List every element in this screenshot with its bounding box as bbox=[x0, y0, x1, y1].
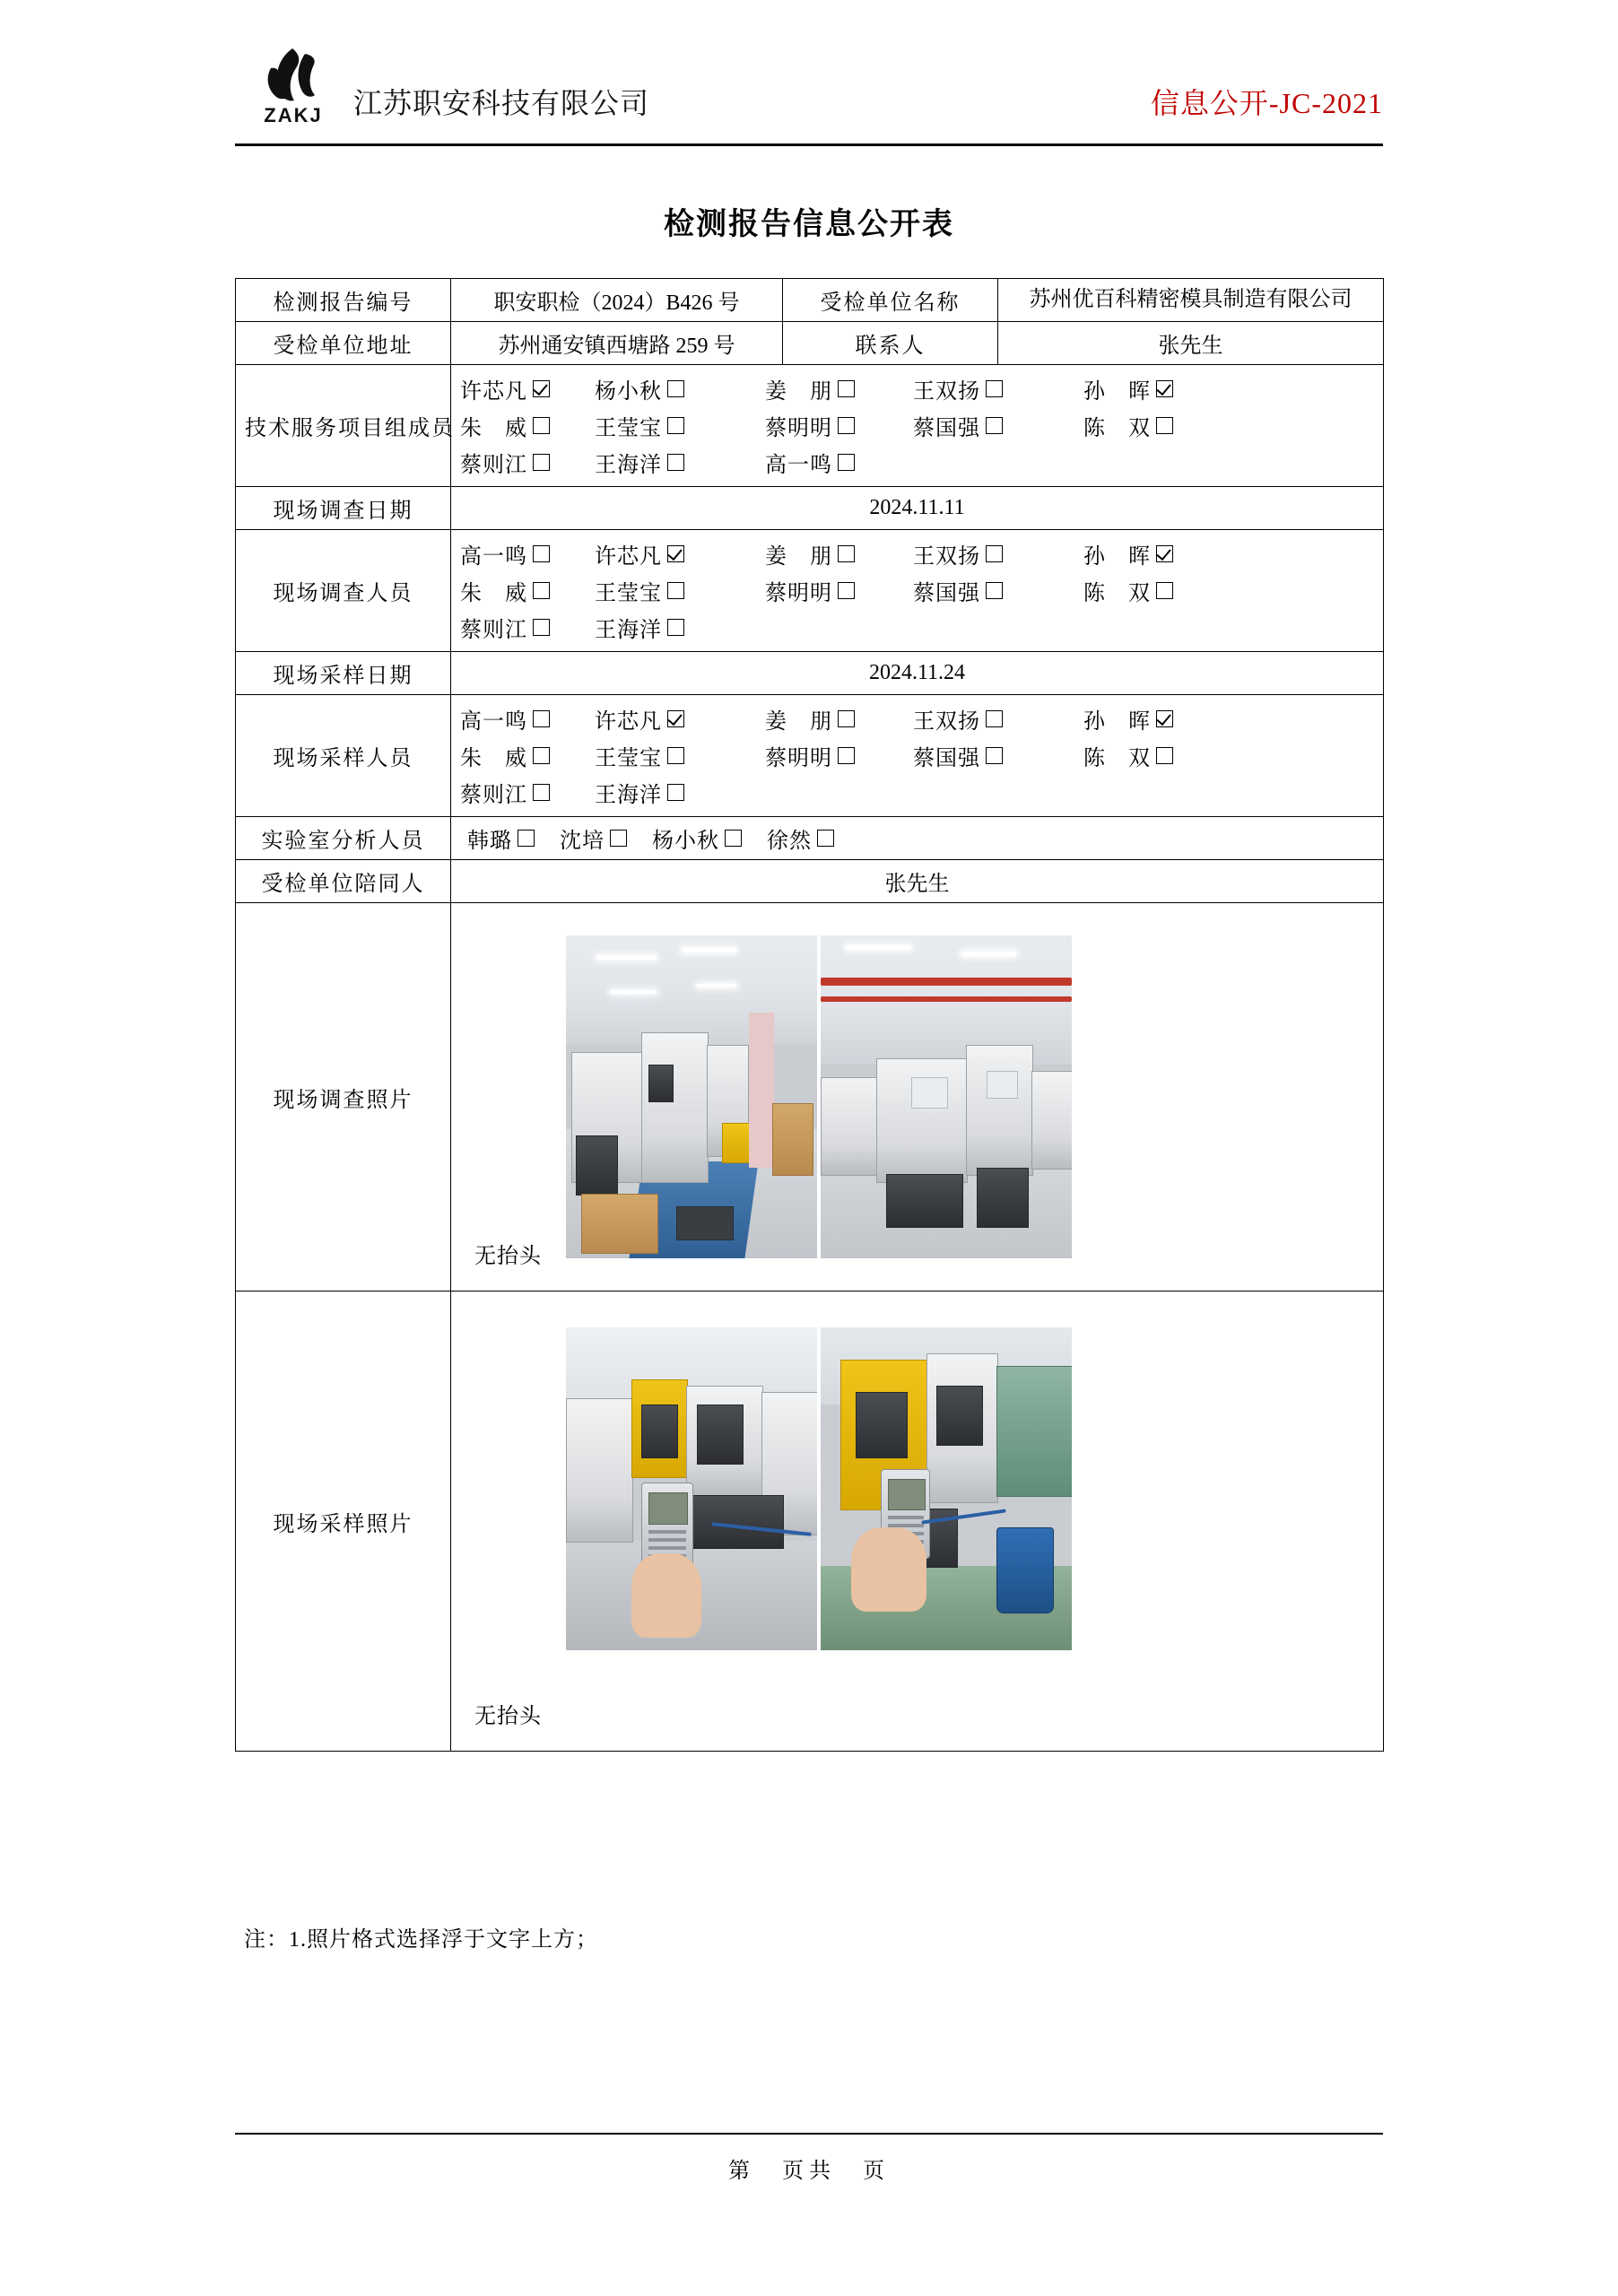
checkbox-label: 王海洋 bbox=[595, 454, 662, 477]
checkbox-label: 蔡明明 bbox=[765, 417, 832, 440]
checkbox-row bbox=[460, 737, 1374, 774]
checkbox-option[interactable] bbox=[460, 410, 595, 441]
checkbox-unchecked-icon[interactable] bbox=[1156, 747, 1173, 764]
footnote: 注：1.照片格式选择浮于文字上方； bbox=[244, 1928, 598, 1952]
checkbox-option[interactable] bbox=[765, 740, 913, 771]
checkbox-label: 陈 双 bbox=[1083, 582, 1151, 605]
checkbox-option[interactable] bbox=[1083, 703, 1218, 735]
checkbox-label: 王海洋 bbox=[595, 619, 662, 642]
document-header bbox=[235, 43, 1383, 142]
checkbox-unchecked-icon[interactable] bbox=[533, 710, 550, 727]
checkbox-unchecked-icon[interactable] bbox=[986, 710, 1003, 727]
checkbox-label: 朱 威 bbox=[460, 417, 527, 440]
survey-photo-caption: 无抬头 bbox=[474, 1245, 542, 1268]
checkbox-row bbox=[460, 774, 1374, 811]
checkbox-label: 王双扬 bbox=[913, 380, 980, 404]
table-row bbox=[236, 1292, 1384, 1752]
checkbox-label: 沈培 bbox=[560, 830, 605, 853]
checkbox-unchecked-icon[interactable] bbox=[986, 545, 1003, 562]
checkbox-option[interactable] bbox=[1083, 575, 1218, 606]
checkbox-unchecked-icon[interactable] bbox=[667, 417, 684, 434]
checkbox-label: 高一鸣 bbox=[460, 545, 527, 569]
checkbox-unchecked-icon[interactable] bbox=[533, 454, 550, 471]
client-address-value: 苏州通安镇西塘路 259 号 bbox=[451, 322, 783, 365]
checkbox-option[interactable] bbox=[595, 373, 765, 404]
checkbox-checked-icon[interactable] bbox=[533, 380, 550, 397]
checkbox-label: 徐然 bbox=[767, 830, 812, 853]
checkbox-unchecked-icon[interactable] bbox=[667, 784, 684, 801]
checkbox-label: 孙 晖 bbox=[1083, 380, 1151, 404]
table-row bbox=[236, 652, 1384, 695]
checkbox-label: 高一鸣 bbox=[765, 454, 832, 477]
checkbox-label: 姜 朋 bbox=[765, 710, 832, 734]
checkbox-unchecked-icon[interactable] bbox=[986, 380, 1003, 397]
checkbox-option[interactable] bbox=[1083, 373, 1218, 404]
checkbox-unchecked-icon[interactable] bbox=[1156, 582, 1173, 599]
checkbox-option[interactable] bbox=[765, 703, 913, 735]
checkbox-unchecked-icon[interactable] bbox=[986, 747, 1003, 764]
checkbox-option[interactable] bbox=[595, 777, 765, 808]
sampling-photo-1 bbox=[566, 1327, 817, 1650]
checkbox-checked-icon[interactable] bbox=[667, 545, 684, 562]
checkbox-label: 杨小秋 bbox=[595, 380, 662, 404]
survey-staff-label: 现场调查人员 bbox=[236, 530, 451, 652]
lab-staff-cell bbox=[451, 817, 1384, 860]
survey-photo-1 bbox=[566, 935, 817, 1258]
contact-value: 张先生 bbox=[998, 322, 1384, 365]
sampling-photo-cell bbox=[451, 1292, 1384, 1752]
checkbox-unchecked-icon[interactable] bbox=[667, 619, 684, 636]
checkbox-checked-icon[interactable] bbox=[1156, 380, 1173, 397]
escort-label: 受检单位陪同人 bbox=[236, 860, 451, 903]
survey-staff-list bbox=[460, 535, 1374, 646]
checkbox-row bbox=[460, 407, 1374, 444]
sampling-photo-caption: 无抬头 bbox=[474, 1705, 542, 1728]
checkbox-option[interactable] bbox=[913, 575, 1083, 606]
checkbox-row bbox=[460, 700, 1374, 737]
checkbox-label: 王海洋 bbox=[595, 784, 662, 807]
table-row bbox=[236, 530, 1384, 652]
sampling-staff-cell bbox=[451, 695, 1384, 817]
checkbox-option[interactable] bbox=[467, 822, 535, 854]
checkbox-checked-icon[interactable] bbox=[1156, 710, 1173, 727]
checkbox-option[interactable] bbox=[460, 612, 595, 643]
client-name-label: 受检单位名称 bbox=[783, 279, 998, 322]
survey-date-value: 2024.11.11 bbox=[451, 487, 1384, 530]
checkbox-label: 蔡则江 bbox=[460, 454, 527, 477]
checkbox-label: 王双扬 bbox=[913, 710, 980, 734]
report-no-label: 检测报告编号 bbox=[236, 279, 451, 322]
table-row bbox=[236, 817, 1384, 860]
checkbox-label: 蔡则江 bbox=[460, 619, 527, 642]
checkbox-option[interactable] bbox=[460, 703, 595, 735]
report-no-value: 职安职检（2024）B426 号 bbox=[451, 279, 783, 322]
checkbox-option[interactable] bbox=[595, 575, 765, 606]
checkbox-unchecked-icon[interactable] bbox=[667, 582, 684, 599]
checkbox-unchecked-icon[interactable] bbox=[838, 747, 855, 764]
survey-photo-pair bbox=[566, 935, 1072, 1258]
table-row bbox=[236, 487, 1384, 530]
survey-photo-label: 现场调查照片 bbox=[236, 903, 451, 1292]
company-name: 江苏职安科技有限公司 bbox=[353, 87, 650, 119]
checkbox-unchecked-icon[interactable] bbox=[667, 747, 684, 764]
logo-swirl-icon bbox=[253, 45, 334, 108]
survey-photo-2 bbox=[821, 935, 1072, 1258]
sampling-staff-list bbox=[460, 700, 1374, 811]
checkbox-label: 朱 威 bbox=[460, 582, 527, 605]
checkbox-label: 许芯凡 bbox=[595, 545, 662, 569]
checkbox-label: 蔡国强 bbox=[913, 582, 980, 605]
checkbox-option[interactable] bbox=[460, 777, 595, 808]
checkbox-label: 姜 朋 bbox=[765, 545, 832, 569]
checkbox-label: 朱 威 bbox=[460, 747, 527, 770]
checkbox-checked-icon[interactable] bbox=[667, 710, 684, 727]
checkbox-unchecked-icon[interactable] bbox=[667, 380, 684, 397]
header-divider bbox=[235, 144, 1383, 146]
checkbox-option[interactable] bbox=[913, 538, 1083, 570]
checkbox-option[interactable] bbox=[765, 538, 913, 570]
checkbox-option[interactable] bbox=[460, 447, 595, 478]
table-row bbox=[236, 695, 1384, 817]
sampling-photo-pair bbox=[566, 1327, 1072, 1650]
checkbox-unchecked-icon[interactable] bbox=[725, 830, 742, 847]
checkbox-unchecked-icon[interactable] bbox=[986, 417, 1003, 434]
checkbox-unchecked-icon[interactable] bbox=[838, 454, 855, 471]
checkbox-label: 蔡明明 bbox=[765, 582, 832, 605]
checkbox-option[interactable] bbox=[913, 373, 1083, 404]
checkbox-unchecked-icon[interactable] bbox=[986, 582, 1003, 599]
checkbox-option[interactable] bbox=[765, 447, 913, 478]
checkbox-unchecked-icon[interactable] bbox=[817, 830, 834, 847]
checkbox-label: 陈 双 bbox=[1083, 417, 1151, 440]
survey-staff-cell bbox=[451, 530, 1384, 652]
sampling-date-value: 2024.11.24 bbox=[451, 652, 1384, 695]
checkbox-unchecked-icon[interactable] bbox=[838, 710, 855, 727]
checkbox-option[interactable] bbox=[1083, 410, 1218, 441]
checkbox-unchecked-icon[interactable] bbox=[533, 582, 550, 599]
client-name-value: 苏州优百科精密模具制造有限公司 bbox=[998, 279, 1384, 322]
checkbox-unchecked-icon[interactable] bbox=[533, 784, 550, 801]
checkbox-label: 孙 晖 bbox=[1083, 710, 1151, 734]
client-address-label: 受检单位地址 bbox=[236, 322, 451, 365]
team-label: 技术服务项目组成员 bbox=[236, 365, 451, 487]
checkbox-label: 蔡明明 bbox=[765, 747, 832, 770]
checkbox-unchecked-icon[interactable] bbox=[838, 417, 855, 434]
checkbox-label: 陈 双 bbox=[1083, 747, 1151, 770]
checkbox-label: 韩璐 bbox=[467, 830, 512, 853]
table-row bbox=[236, 365, 1384, 487]
checkbox-label: 蔡则江 bbox=[460, 784, 527, 807]
checkbox-label: 王莹宝 bbox=[595, 747, 662, 770]
checkbox-option[interactable] bbox=[1083, 740, 1218, 771]
checkbox-label: 蔡国强 bbox=[913, 417, 980, 440]
checkbox-unchecked-icon[interactable] bbox=[533, 417, 550, 434]
checkbox-unchecked-icon[interactable] bbox=[533, 619, 550, 636]
table-row bbox=[236, 322, 1384, 365]
checkbox-option[interactable] bbox=[913, 410, 1083, 441]
checkbox-unchecked-icon[interactable] bbox=[1156, 417, 1173, 434]
checkbox-option[interactable] bbox=[595, 447, 765, 478]
document-code: 信息公开-JC-2021 bbox=[1150, 87, 1383, 119]
survey-photo-cell bbox=[451, 903, 1384, 1292]
checkbox-option[interactable] bbox=[765, 373, 913, 404]
table-row bbox=[236, 279, 1384, 322]
checkbox-unchecked-icon[interactable] bbox=[518, 830, 535, 847]
checkbox-option[interactable] bbox=[595, 538, 765, 570]
checkbox-label: 高一鸣 bbox=[460, 710, 527, 734]
checkbox-label: 蔡国强 bbox=[913, 747, 980, 770]
checkbox-option[interactable] bbox=[595, 703, 765, 735]
checkbox-option[interactable] bbox=[460, 575, 595, 606]
checkbox-row bbox=[460, 535, 1374, 572]
checkbox-label: 孙 晖 bbox=[1083, 545, 1151, 569]
escort-value: 张先生 bbox=[451, 860, 1384, 903]
table-row bbox=[236, 903, 1384, 1292]
checkbox-row bbox=[460, 444, 1374, 481]
table-row bbox=[236, 860, 1384, 903]
checkbox-option[interactable] bbox=[1083, 538, 1218, 570]
checkbox-row bbox=[460, 609, 1374, 646]
checkbox-unchecked-icon[interactable] bbox=[838, 582, 855, 599]
checkbox-unchecked-icon[interactable] bbox=[838, 380, 855, 397]
company-logo bbox=[235, 45, 352, 135]
checkbox-label: 王莹宝 bbox=[595, 582, 662, 605]
lab-staff-label: 实验室分析人员 bbox=[236, 817, 451, 860]
page-footer: 第 页共 页 bbox=[728, 2160, 890, 2183]
checkbox-option[interactable] bbox=[913, 740, 1083, 771]
checkbox-checked-icon[interactable] bbox=[1156, 545, 1173, 562]
checkbox-option[interactable] bbox=[460, 740, 595, 771]
sampling-date-label: 现场采样日期 bbox=[236, 652, 451, 695]
checkbox-label: 王双扬 bbox=[913, 545, 980, 569]
sampling-photo-2 bbox=[821, 1327, 1072, 1650]
sampling-photo-label: 现场采样照片 bbox=[236, 1292, 451, 1752]
lab-staff-list bbox=[460, 822, 1374, 854]
checkbox-unchecked-icon[interactable] bbox=[610, 830, 627, 847]
checkbox-option[interactable] bbox=[460, 373, 595, 404]
checkbox-option[interactable] bbox=[765, 410, 913, 441]
checkbox-unchecked-icon[interactable] bbox=[667, 454, 684, 471]
sampling-staff-label: 现场采样人员 bbox=[236, 695, 451, 817]
checkbox-option[interactable] bbox=[652, 822, 742, 854]
checkbox-label: 许芯凡 bbox=[460, 380, 527, 404]
checkbox-option[interactable] bbox=[913, 703, 1083, 735]
survey-date-label: 现场调查日期 bbox=[236, 487, 451, 530]
checkbox-label: 许芯凡 bbox=[595, 710, 662, 734]
team-members-cell bbox=[451, 365, 1384, 487]
checkbox-option[interactable] bbox=[595, 410, 765, 441]
checkbox-unchecked-icon[interactable] bbox=[533, 747, 550, 764]
team-members-list bbox=[460, 370, 1374, 481]
contact-label: 联系人 bbox=[783, 322, 998, 365]
checkbox-label: 杨小秋 bbox=[652, 830, 719, 853]
checkbox-option[interactable] bbox=[595, 612, 765, 643]
checkbox-row bbox=[460, 572, 1374, 609]
checkbox-option[interactable] bbox=[765, 575, 913, 606]
report-info-table bbox=[235, 278, 1384, 1752]
checkbox-label: 王莹宝 bbox=[595, 417, 662, 440]
checkbox-row bbox=[460, 370, 1374, 407]
logo-text: ZAKJ bbox=[264, 104, 323, 126]
checkbox-unchecked-icon[interactable] bbox=[838, 545, 855, 562]
checkbox-unchecked-icon[interactable] bbox=[533, 545, 550, 562]
checkbox-label: 姜 朋 bbox=[765, 380, 832, 404]
checkbox-option[interactable] bbox=[460, 538, 595, 570]
footer-divider bbox=[235, 2133, 1383, 2135]
checkbox-option[interactable] bbox=[560, 822, 627, 854]
checkbox-option[interactable] bbox=[767, 822, 834, 854]
checkbox-option[interactable] bbox=[595, 740, 765, 771]
page-title: 检测报告信息公开表 bbox=[664, 208, 954, 241]
